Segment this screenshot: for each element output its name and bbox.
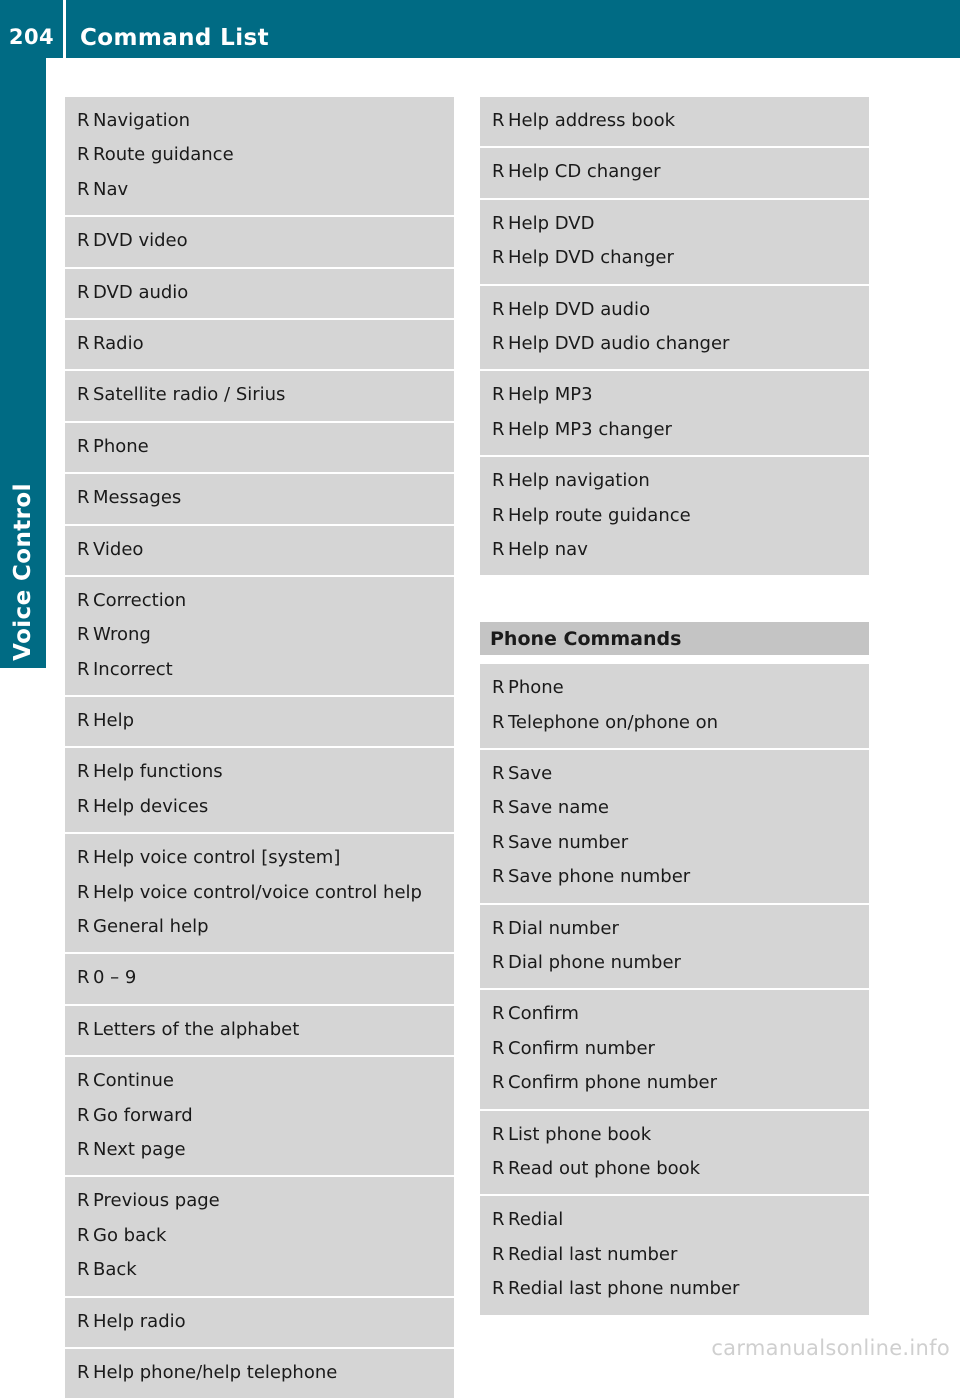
bullet-marker: R — [77, 1104, 90, 1126]
command-text: Dial number — [508, 917, 619, 939]
command-item — [492, 1152, 869, 1186]
bullet-marker: R — [492, 1209, 505, 1231]
command-text: Nav — [93, 178, 129, 200]
command-cell — [480, 750, 869, 905]
command-item — [77, 790, 454, 824]
bullet-marker: R — [77, 1190, 90, 1212]
command-text: Help radio — [93, 1310, 186, 1332]
command-cell — [480, 664, 869, 750]
bullet-marker: R — [77, 230, 90, 252]
command-text: Letters of the alphabet — [93, 1018, 300, 1040]
command-text: Help — [93, 710, 135, 732]
bullet-marker: R — [77, 881, 90, 903]
command-text: Help devices — [93, 795, 209, 817]
command-text: Video — [93, 538, 144, 560]
command-text: Help phone/help telephone — [93, 1361, 338, 1383]
left-command-column — [65, 97, 454, 1400]
bullet-marker: R — [492, 866, 505, 888]
command-item — [77, 378, 454, 412]
command-cell — [480, 1196, 869, 1316]
command-cell — [65, 97, 454, 217]
command-item — [492, 860, 869, 894]
command-item — [492, 155, 869, 189]
command-cell — [480, 200, 869, 286]
bullet-marker: R — [492, 332, 505, 354]
command-text: Correction — [93, 589, 187, 611]
command-text: Help voice control/voice control help — [93, 881, 422, 903]
bullet-marker: R — [77, 110, 90, 131]
command-item — [492, 946, 869, 980]
command-cell — [480, 905, 869, 991]
bullet-marker: R — [492, 1123, 505, 1145]
bullet-marker: R — [77, 761, 90, 783]
command-item — [492, 533, 869, 567]
command-item — [492, 327, 869, 361]
bullet-marker: R — [492, 504, 505, 526]
command-item — [492, 1066, 869, 1100]
command-text: Previous page — [93, 1190, 220, 1212]
bullet-marker: R — [77, 1070, 90, 1092]
command-item — [492, 1118, 869, 1152]
command-text: Confirm number — [508, 1037, 655, 1059]
bullet-marker: R — [77, 916, 90, 938]
bullet-marker: R — [77, 1018, 90, 1040]
command-cell — [65, 423, 454, 474]
command-cell — [480, 97, 869, 148]
bullet-marker: R — [77, 178, 90, 200]
command-text: Messages — [93, 487, 182, 509]
bullet-marker: R — [77, 967, 90, 989]
command-item — [492, 378, 869, 412]
watermark: carmanualsonline.info — [711, 1336, 950, 1360]
command-item — [492, 912, 869, 946]
command-section — [480, 622, 869, 1316]
command-item — [77, 704, 454, 738]
command-text: Redial last number — [508, 1243, 678, 1265]
command-text: Help functions — [93, 761, 223, 783]
command-item — [492, 791, 869, 825]
command-text: Help navigation — [508, 470, 650, 492]
command-item — [492, 293, 869, 327]
command-item — [77, 430, 454, 464]
bullet-marker: R — [77, 795, 90, 817]
command-text: General help — [93, 916, 209, 938]
command-item — [492, 1272, 869, 1306]
command-cell — [480, 990, 869, 1110]
page-header — [0, 0, 960, 58]
command-item — [77, 1064, 454, 1098]
command-text: Continue — [93, 1070, 174, 1092]
command-cell — [65, 1057, 454, 1177]
command-cell — [65, 697, 454, 748]
bullet-marker: R — [77, 384, 90, 406]
command-cell — [65, 1298, 454, 1349]
command-cell — [65, 1006, 454, 1057]
bullet-marker: R — [492, 1003, 505, 1025]
command-cell — [65, 217, 454, 268]
bullet-marker: R — [77, 1259, 90, 1281]
bullet-marker: R — [77, 1310, 90, 1332]
command-text: List phone book — [508, 1123, 652, 1145]
command-item — [492, 464, 869, 498]
bullet-marker: R — [492, 298, 505, 320]
command-text: Route guidance — [93, 144, 234, 166]
bullet-marker: R — [77, 487, 90, 509]
command-cell — [480, 1111, 869, 1197]
command-text: Help MP3 — [508, 384, 593, 406]
command-text: Radio — [93, 332, 144, 354]
command-item — [77, 533, 454, 567]
command-text: DVD video — [93, 230, 188, 252]
command-text: Back — [93, 1259, 137, 1281]
command-item — [77, 327, 454, 361]
bullet-marker: R — [77, 1361, 90, 1383]
command-cell — [480, 286, 869, 372]
bullet-marker: R — [492, 677, 505, 699]
command-item — [492, 1238, 869, 1272]
command-cell — [480, 457, 869, 577]
bullet-marker: R — [492, 538, 505, 560]
bullet-marker: R — [492, 1243, 505, 1265]
command-text: Redial last phone number — [508, 1278, 740, 1300]
bullet-marker: R — [77, 281, 90, 303]
command-item — [77, 173, 454, 207]
bullet-marker: R — [492, 831, 505, 853]
bullet-marker: R — [492, 470, 505, 492]
command-text: Wrong — [93, 624, 151, 646]
command-cell — [480, 371, 869, 457]
command-item — [492, 413, 869, 447]
command-item — [492, 207, 869, 241]
command-text: Help DVD — [508, 212, 595, 234]
command-text: Save name — [508, 797, 609, 819]
command-item — [77, 876, 454, 910]
command-cell — [65, 269, 454, 320]
command-item — [77, 755, 454, 789]
bullet-marker: R — [492, 384, 505, 406]
command-text: Help nav — [508, 538, 588, 560]
command-text: Redial — [508, 1209, 564, 1231]
bullet-marker: R — [492, 1037, 505, 1059]
command-text: Read out phone book — [508, 1157, 701, 1179]
command-item — [77, 1133, 454, 1167]
command-text: Navigation — [93, 110, 191, 131]
bullet-marker: R — [77, 847, 90, 869]
command-item — [77, 1013, 454, 1047]
command-item — [77, 276, 454, 310]
command-text: Phone — [508, 677, 564, 699]
command-item — [77, 1184, 454, 1218]
bullet-marker: R — [77, 332, 90, 354]
bullet-marker: R — [492, 1157, 505, 1179]
bullet-marker: R — [77, 1138, 90, 1160]
command-cell — [65, 577, 454, 697]
command-item — [492, 826, 869, 860]
command-text: Save — [508, 763, 553, 785]
command-cell — [65, 1177, 454, 1297]
bullet-marker: R — [77, 710, 90, 732]
command-item — [492, 997, 869, 1031]
command-section — [480, 97, 869, 577]
bullet-marker: R — [492, 247, 505, 269]
command-item — [492, 1032, 869, 1066]
section-heading: Phone Commands — [480, 622, 869, 655]
right-command-column — [480, 97, 869, 1362]
command-text: Help voice control [system] — [93, 847, 341, 869]
command-item — [492, 671, 869, 705]
command-text: Telephone on/phone on — [508, 711, 719, 733]
command-item — [492, 499, 869, 533]
command-cell — [65, 474, 454, 525]
bullet-marker: R — [77, 144, 90, 166]
page-title: Command List — [80, 25, 270, 51]
command-text: Help route guidance — [508, 504, 691, 526]
command-item — [77, 910, 454, 944]
command-cell — [65, 320, 454, 371]
command-text: Confirm phone number — [508, 1072, 717, 1094]
command-text: DVD audio — [93, 281, 189, 303]
command-item — [492, 1203, 869, 1237]
bullet-marker: R — [492, 1278, 505, 1300]
command-text: Go forward — [93, 1104, 193, 1126]
bullet-marker: R — [492, 711, 505, 733]
command-item — [77, 1253, 454, 1287]
command-item — [77, 1356, 454, 1390]
command-cell — [65, 1349, 454, 1400]
command-item — [77, 104, 454, 138]
bullet-marker: R — [492, 1072, 505, 1094]
command-text: Save number — [508, 831, 629, 853]
bullet-marker: R — [77, 658, 90, 680]
bullet-marker: R — [492, 212, 505, 234]
command-item — [77, 653, 454, 687]
bullet-marker: R — [492, 917, 505, 939]
command-item — [77, 618, 454, 652]
command-item — [77, 1219, 454, 1253]
bullet-marker: R — [77, 624, 90, 646]
command-text: Confirm — [508, 1003, 579, 1025]
command-item — [77, 961, 454, 995]
command-item — [77, 1305, 454, 1339]
header-divider — [63, 0, 66, 58]
command-text: Satellite radio / Sirius — [93, 384, 286, 406]
command-item — [77, 584, 454, 618]
chapter-side-tab — [0, 58, 46, 668]
command-cell — [65, 526, 454, 577]
command-item — [492, 706, 869, 740]
command-item — [492, 757, 869, 791]
command-text: Help MP3 changer — [508, 418, 672, 440]
command-cell — [480, 148, 869, 199]
page-number: 204 — [8, 25, 55, 49]
command-text: Incorrect — [93, 658, 173, 680]
bullet-marker: R — [77, 538, 90, 560]
command-text: Help CD changer — [508, 161, 661, 183]
bullet-marker: R — [492, 797, 505, 819]
bullet-marker: R — [77, 1224, 90, 1246]
command-text: Dial phone number — [508, 952, 681, 974]
command-text: Help DVD changer — [508, 247, 674, 269]
bullet-marker: R — [77, 589, 90, 611]
command-text: Help address book — [508, 110, 676, 131]
command-cell — [65, 748, 454, 834]
command-cell — [65, 954, 454, 1005]
command-item — [492, 241, 869, 275]
bullet-marker: R — [77, 435, 90, 457]
bullet-marker: R — [492, 161, 505, 183]
command-item — [492, 104, 869, 138]
bullet-marker: R — [492, 110, 505, 131]
command-text: Help DVD audio — [508, 298, 651, 320]
command-cell — [65, 834, 454, 954]
bullet-marker: R — [492, 763, 505, 785]
command-item — [77, 481, 454, 515]
chapter-label: Voice Control — [10, 483, 36, 661]
bullet-marker: R — [492, 418, 505, 440]
command-item — [77, 138, 454, 172]
command-text: Help DVD audio changer — [508, 332, 730, 354]
command-item — [77, 1099, 454, 1133]
command-text: Next page — [93, 1138, 186, 1160]
command-text: Go back — [93, 1224, 167, 1246]
command-text: Phone — [93, 435, 149, 457]
command-cell — [65, 371, 454, 422]
bullet-marker: R — [492, 952, 505, 974]
command-item — [77, 224, 454, 258]
command-text: Save phone number — [508, 866, 691, 888]
command-text: 0 – 9 — [93, 967, 137, 989]
command-item — [77, 841, 454, 875]
